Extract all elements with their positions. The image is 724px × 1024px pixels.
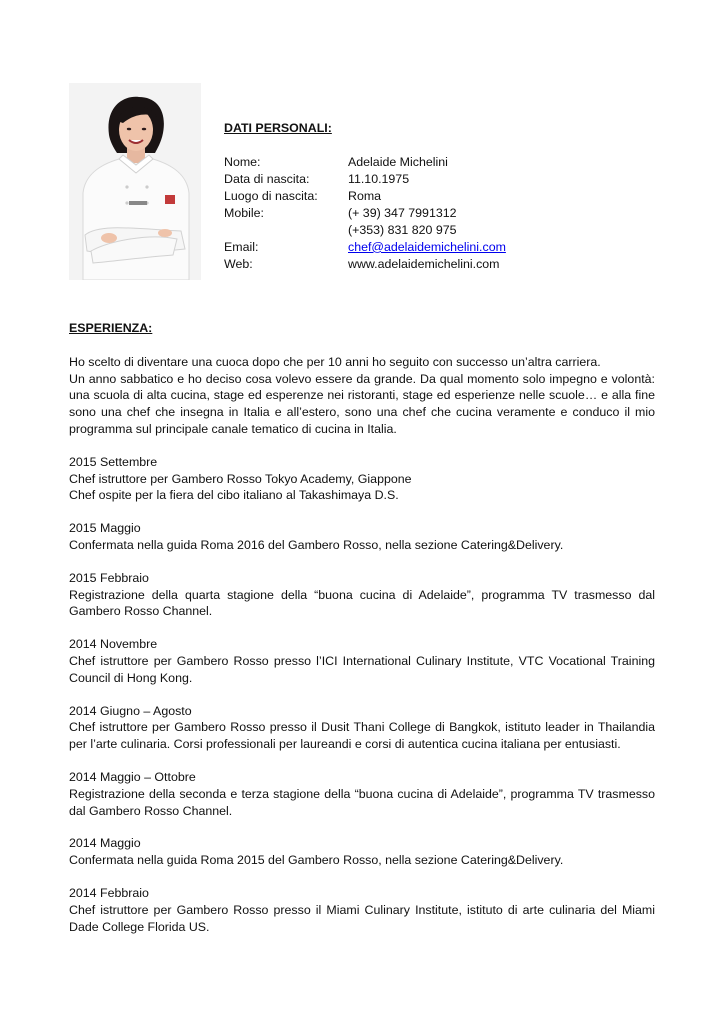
intro-paragraph-2: Un anno sabbatico e ho deciso cosa volevo essere da grande. Da qual momento solo impegno e volontà: una scuola di alta cucina, stage ed esperenze nei ristoranti, stage ed esperienze nelle scuole… e alla fine sono una chef che insegna in Italia e all’estero, sono una chef che cucina veramente e conduco il mio programma sul principale canale tematico di cucina in Italia. <box>69 371 655 436</box>
birthdate-value: 11.10.1975 <box>348 171 410 186</box>
entry-line: Chef istruttore per Gambero Rosso presso il Miami Culinary Institute, istituto di arte culinaria del Miami Dade College Florida US. <box>69 902 655 934</box>
mobile-row-2 <box>224 222 664 239</box>
entry-line: Chef ospite per la fiera del cibo italiano al Takashimaya D.S. <box>69 488 399 503</box>
experience-entry <box>69 885 655 935</box>
email-row <box>224 239 664 256</box>
email-link[interactable]: chef@adelaidemichelini.com <box>348 239 506 254</box>
entry-date: 2015 Febbraio <box>69 570 149 585</box>
entry-date: 2014 Maggio – Ottobre <box>69 769 196 784</box>
birthplace-label: Luogo di nascita: <box>224 188 318 203</box>
birthdate-row <box>224 171 664 188</box>
experience-entry <box>69 454 655 504</box>
mobile-row <box>224 205 664 222</box>
web-value: www.adelaidemichelini.com <box>348 256 500 271</box>
birthplace-row <box>224 188 664 205</box>
mobile-label: Mobile: <box>224 205 264 220</box>
experience-entry <box>69 835 655 869</box>
mobile-value-italy: (+ 39) 347 7991312 <box>348 205 457 220</box>
entry-line: Registrazione della seconda e terza stagione della “buona cucina di Adelaide”, programma TV trasmesso dal Gambero Rosso Channel. <box>69 786 655 818</box>
entry-date: 2014 Febbraio <box>69 885 149 900</box>
birthdate-label: Data di nascita: <box>224 171 310 186</box>
email-label: Email: <box>224 239 259 254</box>
name-row <box>224 154 664 171</box>
experience-section <box>69 320 655 935</box>
profile-photo <box>69 83 201 280</box>
entry-line: Chef istruttore per Gambero Rosso Tokyo Academy, Giappone <box>69 471 412 486</box>
entry-date: 2015 Maggio <box>69 521 141 536</box>
entry-line: Registrazione della quarta stagione della “buona cucina di Adelaide”, programma TV trasmesso dal Gambero Rosso Channel. <box>69 587 655 619</box>
personal-data-table <box>224 154 664 273</box>
entry-line: Chef istruttore per Gambero Rosso presso il Dusit Thani College di Bangkok, istituto leader in Thailandia per l’arte culinaria. Corsi professionali per laureandi e corsi di autentica cucina italiana per entusiasti. <box>69 720 655 752</box>
web-row <box>224 256 664 273</box>
personal-data-heading: DATI PERSONALI: <box>224 121 332 135</box>
entry-date: 2014 Maggio <box>69 836 141 851</box>
entry-date: 2014 Giugno – Agosto <box>69 703 192 718</box>
experience-heading: ESPERIENZA: <box>69 321 153 335</box>
entry-date: 2015 Settembre <box>69 454 158 469</box>
entry-line: Chef istruttore per Gambero Rosso presso l’ICI International Culinary Institute, VTC Vocational Training Council di Hong Kong. <box>69 653 655 685</box>
name-value: Adelaide Michelini <box>348 154 448 169</box>
experience-intro <box>69 354 655 438</box>
name-label: Nome: <box>224 154 261 169</box>
entry-date: 2014 Novembre <box>69 637 158 652</box>
experience-entry <box>69 520 655 554</box>
birthplace-value: Roma <box>348 188 382 203</box>
mobile-value-ireland: (+353) 831 820 975 <box>348 222 457 237</box>
experience-entry <box>69 636 655 686</box>
web-label: Web: <box>224 256 253 271</box>
mobile-label-empty <box>224 222 348 239</box>
intro-paragraph-1: Ho scelto di diventare una cuoca dopo che per 10 anni ho seguito con successo un’altra carriera. <box>69 354 601 369</box>
experience-entry <box>69 703 655 753</box>
entry-line: Confermata nella guida Roma 2016 del Gambero Rosso, nella sezione Catering&Delivery. <box>69 537 564 552</box>
experience-entry <box>69 769 655 819</box>
personal-data-section <box>224 120 664 273</box>
experience-entry <box>69 570 655 620</box>
email-value <box>348 239 506 256</box>
entry-line: Confermata nella guida Roma 2015 del Gambero Rosso, nella sezione Catering&Delivery. <box>69 853 564 868</box>
